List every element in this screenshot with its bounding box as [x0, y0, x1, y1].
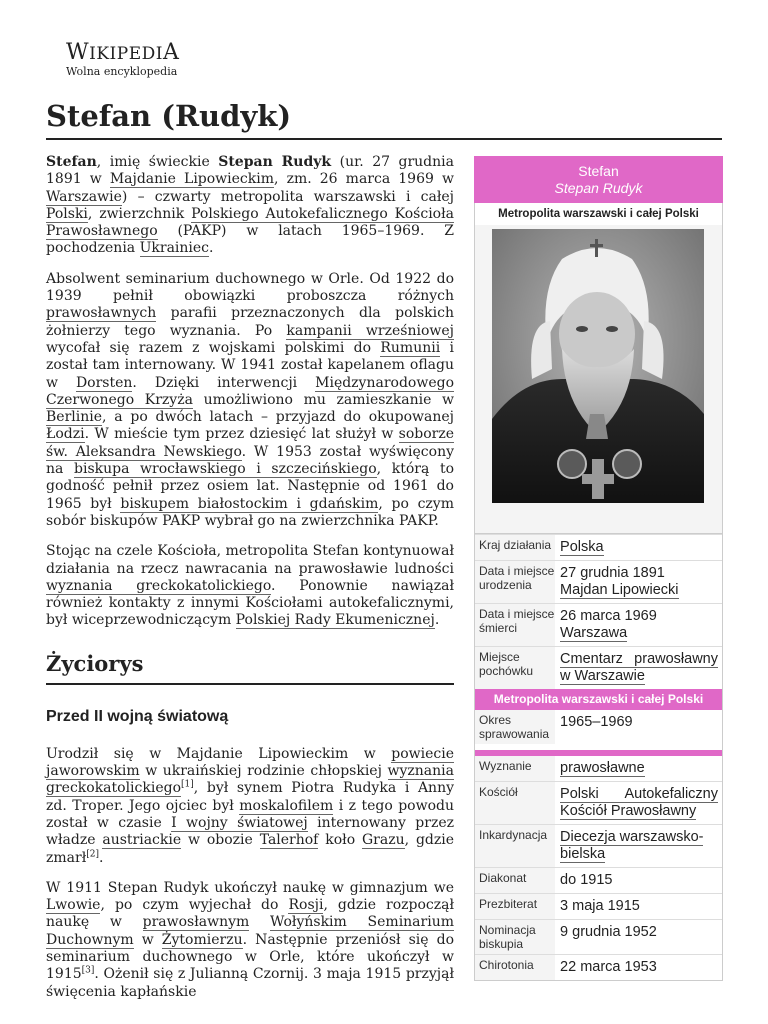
link-pakp[interactable]: Polskiego Autokefalicznego Kościoła Prawosławnego: [46, 205, 454, 240]
link-sobor-aleksandra-newskiego[interactable]: soborze św. Aleksandra Newskiego: [46, 426, 454, 460]
subsection-heading: Przed II wojną światową: [46, 707, 229, 725]
infobox-secular-name: Stepan Rudyk: [554, 180, 643, 196]
link-zytomierz[interactable]: Żytomierzu: [161, 931, 243, 948]
row-label: Kościół: [479, 785, 518, 799]
death-date: 26 marca 1969: [560, 608, 657, 624]
reference-link-3[interactable]: [3]: [81, 965, 95, 976]
paragraph-3: [46, 543, 454, 629]
page-title: Stefan (Rudyk): [46, 99, 292, 133]
text: i z tego powodu został w czasie: [46, 797, 454, 831]
text: (PAKP) w latach 1965–1969. Z pochodzenia: [46, 223, 454, 257]
infobox-name: Stefan: [578, 163, 619, 179]
row-label: Diakonat: [479, 871, 527, 885]
infobox-row-diakonat: [475, 867, 722, 893]
link-berlin[interactable]: Berlinie: [46, 409, 102, 426]
infobox-row-chirotonia: [475, 954, 722, 980]
birth-date: 27 grudnia 1891: [560, 565, 665, 581]
text: , a po dwóch latach – przyjazd do okupowanej: [102, 409, 454, 426]
infobox-photo-frame: [474, 225, 723, 534]
text: , gdzie rozpoczął naukę w: [46, 897, 454, 931]
row-label: Chirotonia: [479, 958, 534, 972]
wikipedia-tagline: Wolna encyklopedia: [66, 65, 178, 78]
row-value: 22 marca 1953: [555, 955, 722, 980]
infobox-subtitle: Metropolita warszawski i całej Polski: [474, 203, 723, 225]
text: . Dzięki interwencji: [132, 374, 316, 391]
infobox-body: [474, 534, 723, 981]
article-body: [46, 154, 454, 1014]
infobox-header: [474, 156, 723, 203]
link-prawoslawny[interactable]: prawosławnym: [142, 914, 250, 931]
link-powiat-jaworowski[interactable]: powiecie jaworowskim: [46, 745, 454, 780]
section-heading-zyciorys: Życiorys: [46, 650, 144, 676]
infobox-section-band: Metropolita warszawski i całej Polski: [475, 689, 722, 710]
link-austria[interactable]: austriackie: [102, 832, 182, 849]
row-label: Kraj działania: [479, 538, 552, 552]
reference-link-1[interactable]: [1]: [181, 779, 194, 790]
infobox-row-wyznanie: [475, 756, 722, 781]
link-rosja[interactable]: Rosji: [288, 897, 324, 914]
link-death-place[interactable]: Warszawa: [560, 625, 628, 641]
row-value: [555, 535, 722, 560]
row-value: [555, 647, 722, 689]
link-biskup-bialostocki[interactable]: biskupem białostockim i gdańskim: [120, 495, 379, 512]
text: umożliwiono mu zamieszkanie w: [192, 391, 454, 408]
infobox-row-pochowek: [475, 646, 722, 689]
link-moskalofil[interactable]: moskalofilem: [239, 797, 334, 814]
link-biskup-wroclawski[interactable]: biskupa wrocławskiego i szczecińskiego: [74, 461, 377, 478]
row-label: Miejsce pochówku: [479, 650, 534, 678]
text: . Ożenił się z Julianną Czornij. 3 maja 1915 przyjął święcenia kapłańskie: [46, 966, 454, 1000]
text: wycofał się razem z wojskami polskimi do: [46, 339, 381, 356]
text: w: [133, 931, 162, 948]
link-prawoslawne[interactable]: prawosławne: [560, 760, 645, 776]
bold-name: Stefan: [46, 154, 97, 170]
row-value: [555, 756, 722, 781]
infobox-row-inkardynacja: [475, 824, 722, 867]
row-label: Inkardynacja: [479, 828, 548, 842]
link-czerwony-krzyz[interactable]: Międzynarodowego Czerwonego Krzyża: [46, 374, 455, 408]
text: Stojąc na czele Kościoła, metropolita Stefan kontynuował działania na rzecz nawracania na prawosławie ludności: [46, 543, 454, 577]
link-ukrainiec[interactable]: Ukrainiec: [139, 240, 210, 257]
text: , po czym wyjechał do: [100, 897, 289, 914]
link-wolynskie-seminarium[interactable]: Wołyńskim Seminarium Duchownym: [46, 914, 454, 948]
infobox-row-kosciol: [475, 781, 722, 824]
infobox-row-kraj: [475, 534, 722, 560]
intro-paragraph: [46, 154, 454, 258]
text: .: [434, 612, 440, 629]
text: Absolwent seminarium duchownego w Orle. Od 1922 do 1939 pełnił obowiązki proboszcza różnych: [46, 270, 454, 305]
text: W 1911 Stepan Rudyk ukończył naukę w gimnazjum we: [46, 879, 454, 896]
text: w obozie: [181, 832, 260, 849]
row-value: 1965–1969: [555, 710, 722, 744]
row-value: [555, 825, 722, 867]
paragraph-5: [46, 880, 454, 1001]
infobox-row-prezbiterat: [475, 893, 722, 919]
link-lodz[interactable]: Łodzi: [46, 426, 85, 443]
text: . W mieście tym przez dziesięć lat służył w: [84, 426, 399, 443]
row-label: Okres sprawowania: [479, 713, 550, 741]
section-divider: [46, 683, 454, 685]
row-value: [555, 604, 722, 646]
text: , którą to godność pełnił przez osiem lat. Następnie od 1961 do 1965 był: [46, 461, 454, 512]
link-lwow[interactable]: Lwowie: [46, 897, 101, 914]
text: . Ponownie nawiązał również kontakty z innymi Kościołami autokefalicznymi, był wiceprzewodniczącym: [46, 577, 454, 629]
bold-secular-name: Stepan Rudyk: [218, 154, 332, 170]
link-dorsten[interactable]: Dorsten: [75, 374, 133, 391]
link-talerhof[interactable]: Talerhof: [259, 832, 319, 849]
row-label: Data i miejsce urodzenia: [479, 564, 555, 592]
link-pakp-infobox[interactable]: Polski Autokefaliczny Kościół Prawosławny: [560, 786, 718, 819]
row-value: 9 grudnia 1952: [555, 920, 722, 954]
text: , zm. 26 marca 1969 w: [274, 171, 454, 188]
text: . W 1953 został wyświęcony na: [46, 443, 454, 478]
text: , zwierzchnik: [87, 205, 192, 222]
text: Urodził się w Majdanie Lipowieckim w: [46, 745, 392, 762]
text: .: [98, 849, 104, 866]
link-majdan-lipowiecki[interactable]: Majdanie Lipowieckim: [109, 171, 275, 188]
link-prawoslawie[interactable]: prawosławnych: [46, 305, 157, 322]
row-label: Nominacja biskupia: [479, 923, 536, 951]
infobox-row-nominacja: [475, 919, 722, 954]
row-value: 3 maja 1915: [555, 894, 722, 919]
text: , gdzie zmarł: [46, 832, 455, 866]
wikipedia-logo[interactable]: [66, 42, 179, 79]
link-cmentarz[interactable]: Cmentarz prawosławny w Warszawie: [560, 651, 718, 684]
link-polska-rada-ekumeniczna[interactable]: Polskiej Rady Ekumenicznej: [235, 612, 435, 629]
text: i został tam internowany. W 1941 został kapelanem oflagu w: [46, 339, 454, 391]
row-value: [555, 782, 722, 824]
title-divider: [46, 138, 722, 140]
text: parafii przeznaczonych dla polskich żołnierzy tego wyznania. Po: [46, 305, 454, 339]
link-polska-infobox[interactable]: Polska: [560, 539, 604, 555]
text: , imię świeckie: [96, 154, 219, 170]
infobox-row-urodzenie: [475, 560, 722, 603]
link-warszawa[interactable]: Warszawie: [46, 188, 122, 205]
text: , po czym sobór biskupów PAKP wybrał go na zwierzchnika PAKP.: [46, 495, 454, 529]
row-label: Prezbiterat: [479, 897, 538, 911]
paragraph-2: [46, 271, 454, 530]
reference-link-2[interactable]: [2]: [86, 848, 99, 859]
link-greckokatolicki[interactable]: wyznania greckokatolickiego: [46, 577, 272, 594]
portrait-photo[interactable]: [492, 229, 704, 503]
row-value: [555, 561, 722, 603]
link-wyznanie-greckokatolickie[interactable]: wyznania greckokatolickiego: [46, 763, 454, 797]
link-graz[interactable]: Grazu: [362, 832, 405, 849]
infobox-row-okres: [475, 710, 722, 744]
row-label: Wyznanie: [479, 759, 532, 773]
link-birth-place[interactable]: Majdan Lipowiecki: [560, 582, 679, 598]
text: (ur. 27 grudnia 1891 w: [46, 154, 454, 188]
link-rumunia[interactable]: Rumunii: [380, 339, 441, 356]
infobox-row-smierc: [475, 603, 722, 646]
text: ) – czwarty metropolita warszawski i całej: [121, 188, 454, 205]
text: [249, 914, 270, 930]
infobox: [474, 156, 723, 981]
row-label: Data i miejsce śmierci: [479, 607, 555, 635]
link-kampania-wrzesniowa[interactable]: kampanii wrześniowej: [286, 322, 454, 339]
link-diecezja[interactable]: Diecezja warszawsko-bielska: [560, 829, 704, 862]
text: , był synem Piotra Rudyka i Anny zd. Troper. Jego ojciec był: [46, 780, 454, 814]
link-polska[interactable]: Polski: [46, 205, 88, 222]
link-i-wojna-swiatowa[interactable]: I wojny światowej: [171, 814, 308, 831]
row-value: do 1915: [555, 868, 722, 893]
text: internowany przez władze: [46, 814, 454, 849]
wikipedia-wordmark: WIKIPEDIA: [66, 40, 180, 65]
text: koło: [318, 832, 362, 849]
text: .: [209, 240, 214, 257]
text: . Następnie przeniósł się do seminarium duchownego w Orle, które ukończył w 1915: [46, 931, 454, 983]
text: w ukraińskiej rodzinie chłopskiej: [139, 763, 388, 780]
paragraph-4: [46, 746, 454, 867]
